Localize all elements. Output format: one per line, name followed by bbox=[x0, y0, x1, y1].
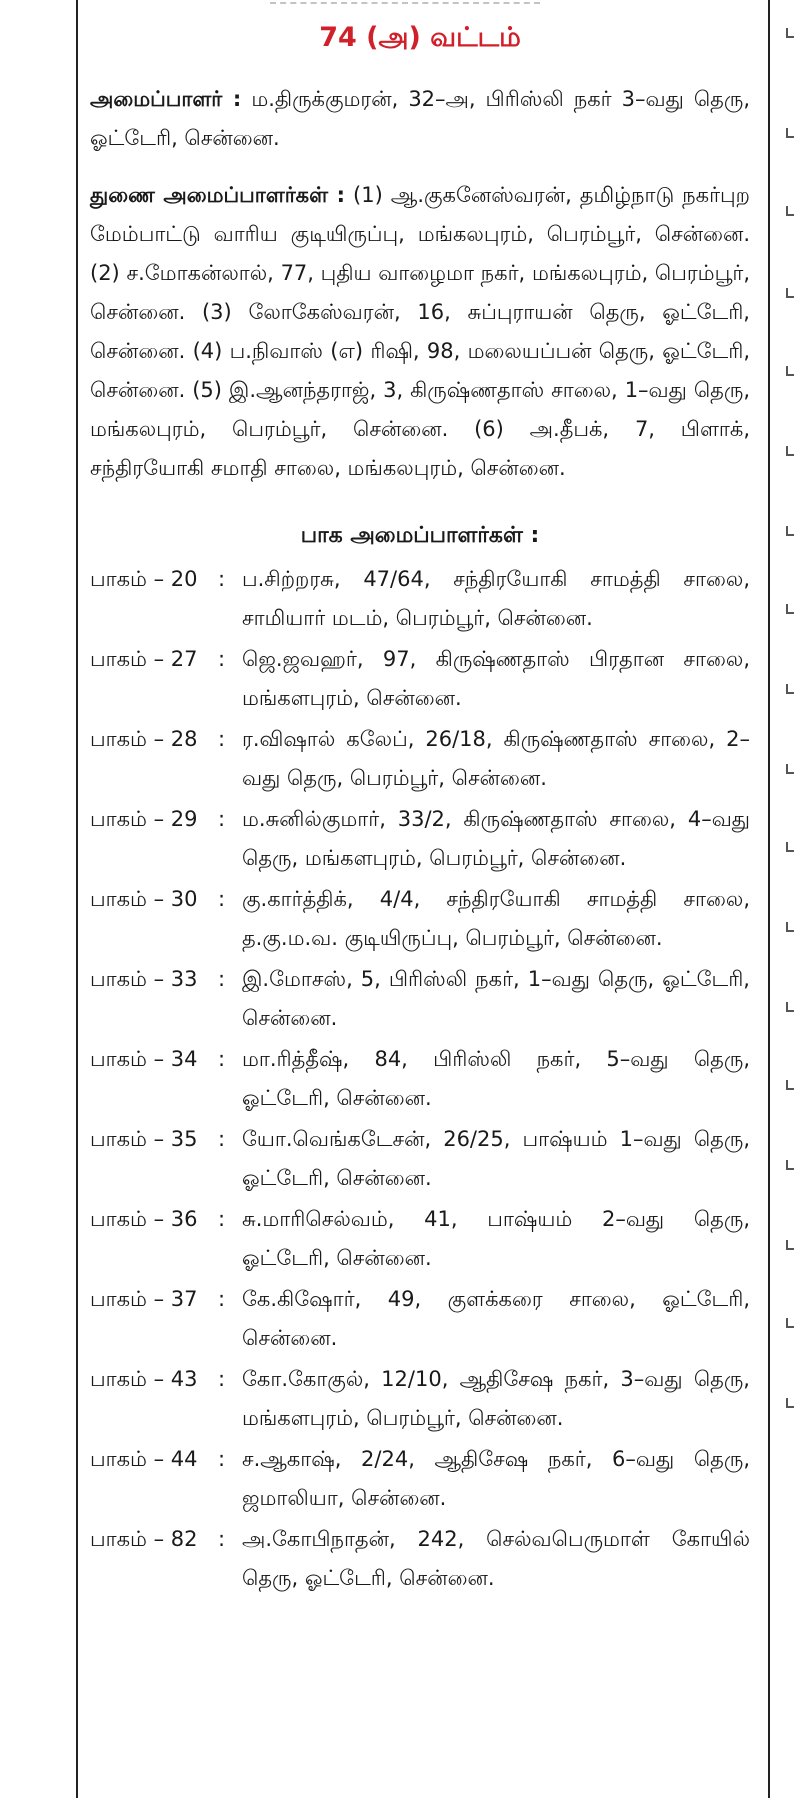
deputies-label: துணை அமைப்பாளர்கள் : bbox=[90, 183, 346, 207]
list-item bbox=[90, 1120, 750, 1198]
cropped-mark bbox=[786, 842, 796, 852]
separator-colon: : bbox=[218, 887, 226, 911]
cropped-mark bbox=[786, 128, 796, 138]
part-number: பாகம் – 28 bbox=[90, 727, 198, 751]
list-item bbox=[90, 640, 750, 718]
part-number: பாகம் – 34 bbox=[90, 1047, 198, 1071]
separator-colon: : bbox=[218, 1047, 226, 1071]
cropped-mark bbox=[786, 366, 796, 376]
list-item bbox=[90, 1360, 750, 1438]
part-organizer-text: இ.மோசஸ், 5, பிரிஸ்லி நகர், 1–வது தெரு, ஓட்டேரி, சென்னை. bbox=[242, 967, 750, 1030]
separator-colon: : bbox=[218, 567, 226, 591]
cropped-mark bbox=[786, 288, 796, 298]
separator-colon: : bbox=[218, 727, 226, 751]
part-number: பாகம் – 36 bbox=[90, 1207, 198, 1231]
deputies-paragraph bbox=[90, 176, 750, 488]
cropped-mark bbox=[786, 922, 796, 932]
separator-colon: : bbox=[218, 1527, 226, 1551]
part-number: பாகம் – 29 bbox=[90, 807, 198, 831]
part-organizer-text: கே.கிஷோர், 49, குளக்கரை சாலை, ஓட்டேரி, சென்னை. bbox=[242, 1287, 750, 1350]
cropped-mark bbox=[786, 1002, 796, 1012]
separator-colon: : bbox=[218, 1287, 226, 1311]
part-organizer-text: கோ.கோகுல், 12/10, ஆதிசேஷ நகர், 3–வது தெரு, மங்களபுரம், பெரம்பூர், சென்னை. bbox=[242, 1367, 750, 1430]
deputies-text: (1) ஆ.குகனேஸ்வரன், தமிழ்நாடு நகர்புற மேம்பாட்டு வாரிய குடியிருப்பு, மங்கலபுரம், பெரம்பூர், சென்னை. (2) ச.மோகன்லால், 77, புதிய வாழைமா நகர், மங்கலபுரம், பெரம்பூர், சென்னை. (3) லோகேஸ்வரன், 16, சுப்புராயன் தெரு, ஓட்டேரி, சென்னை. (4) ப.நிவாஸ் (எ) ரிஷி, 98, மலையப்பன் தெரு, ஓட்டேரி, சென்னை. (5) இ.ஆனந்தராஜ், 3, கிருஷ்ணதாஸ் சாலை, 1–வது தெரு, மங்கலபுரம், பெரம்பூர், சென்னை. (6) அ.தீபக், 7, பிளாக், சந்திரயோகி சமாதி சாலை, மங்கலபுரம், சென்னை. bbox=[90, 183, 750, 480]
organizer-paragraph bbox=[90, 80, 750, 158]
separator-colon: : bbox=[218, 1127, 226, 1151]
cropped-mark bbox=[786, 1318, 796, 1328]
list-item bbox=[90, 880, 750, 958]
organizer-text: ம.திருக்குமரன், 32–அ, பிரிஸ்லி நகர் 3–வது தெரு, ஓட்டேரி, சென்னை. bbox=[90, 87, 750, 150]
part-organizer-text: ஜெ.ஜவஹர், 97, கிருஷ்ணதாஸ் பிரதான சாலை, மங்களபுரம், சென்னை. bbox=[242, 647, 750, 710]
adjacent-column-edge bbox=[786, 0, 800, 1783]
document-column bbox=[90, 0, 750, 1600]
part-number: பாகம் – 30 bbox=[90, 887, 198, 911]
part-organizer-text: ப.சிற்றரசு, 47/64, சந்திரயோகி சாமத்தி சாலை, சாமியார் மடம், பெரம்பூர், சென்னை. bbox=[242, 567, 750, 630]
list-item bbox=[90, 1200, 750, 1278]
separator-colon: : bbox=[218, 1207, 226, 1231]
list-item bbox=[90, 560, 750, 638]
cropped-mark bbox=[786, 526, 796, 536]
part-number: பாகம் – 43 bbox=[90, 1367, 198, 1391]
part-organizer-text: கு.கார்த்திக், 4/4, சந்திரயோகி சாமத்தி சாலை, த.கு.ம.வ. குடியிருப்பு, பெரம்பூர், சென்னை. bbox=[242, 887, 750, 950]
ward-title: 74 (அ) வட்டம் bbox=[319, 22, 521, 53]
separator-colon: : bbox=[218, 1447, 226, 1471]
cropped-mark bbox=[786, 1160, 796, 1170]
part-organizer-text: மா.ரித்தீஷ், 84, பிரிஸ்லி நகர், 5–வது தெரு, ஓட்டேரி, சென்னை. bbox=[242, 1047, 750, 1110]
part-number: பாகம் – 37 bbox=[90, 1287, 198, 1311]
part-number: பாகம் – 35 bbox=[90, 1127, 198, 1151]
separator-colon: : bbox=[218, 807, 226, 831]
part-number: பாகம் – 33 bbox=[90, 967, 198, 991]
part-number: பாகம் – 44 bbox=[90, 1447, 198, 1471]
list-item bbox=[90, 1280, 750, 1358]
cropped-mark bbox=[786, 604, 796, 614]
part-organizers-list bbox=[90, 560, 750, 1598]
cropped-mark bbox=[786, 446, 796, 456]
list-item bbox=[90, 800, 750, 878]
separator-colon: : bbox=[218, 647, 226, 671]
cropped-mark bbox=[786, 1398, 796, 1408]
list-item bbox=[90, 960, 750, 1038]
part-organizer-text: சு.மாரிசெல்வம், 41, பாஷ்யம் 2–வது தெரு, ஓட்டேரி, சென்னை. bbox=[242, 1207, 750, 1270]
part-number: பாகம் – 82 bbox=[90, 1527, 198, 1551]
list-item bbox=[90, 1520, 750, 1598]
cropped-mark bbox=[786, 684, 796, 694]
cropped-mark bbox=[786, 206, 796, 216]
part-organizer-text: ம.சுனில்குமார், 33/2, கிருஷ்ணதாஸ் சாலை, 4–வது தெரு, மங்களபுரம், பெரம்பூர், சென்னை. bbox=[242, 807, 750, 870]
cropped-mark bbox=[786, 28, 796, 38]
cropped-mark bbox=[786, 1080, 796, 1090]
part-number: பாகம் – 20 bbox=[90, 567, 198, 591]
separator-colon: : bbox=[218, 967, 226, 991]
part-organizer-text: அ.கோபிநாதன், 242, செல்வபெருமாள் கோயில் தெரு, ஓட்டேரி, சென்னை. bbox=[242, 1527, 750, 1590]
part-number: பாகம் – 27 bbox=[90, 647, 198, 671]
section-heading: பாக அமைப்பாளர்கள் : bbox=[300, 523, 540, 548]
part-organizer-text: ர.விஷால் கலேப், 26/18, கிருஷ்ணதாஸ் சாலை, 2–வது தெரு, பெரம்பூர், சென்னை. bbox=[242, 727, 750, 790]
cropped-mark bbox=[786, 764, 796, 774]
part-organizer-text: ச.ஆகாஷ், 2/24, ஆதிசேஷ நகர், 6–வது தெரு, ஜமாலியா, சென்னை. bbox=[242, 1447, 750, 1510]
list-item bbox=[90, 720, 750, 798]
cropped-mark bbox=[786, 1240, 796, 1250]
part-organizer-text: யோ.வெங்கடேசன், 26/25, பாஷ்யம் 1–வது தெரு, ஓட்டேரி, சென்னை. bbox=[242, 1127, 750, 1190]
list-item bbox=[90, 1040, 750, 1118]
list-item bbox=[90, 1440, 750, 1518]
organizer-label: அமைப்பாளர் : bbox=[90, 87, 242, 111]
separator-colon: : bbox=[218, 1367, 226, 1391]
